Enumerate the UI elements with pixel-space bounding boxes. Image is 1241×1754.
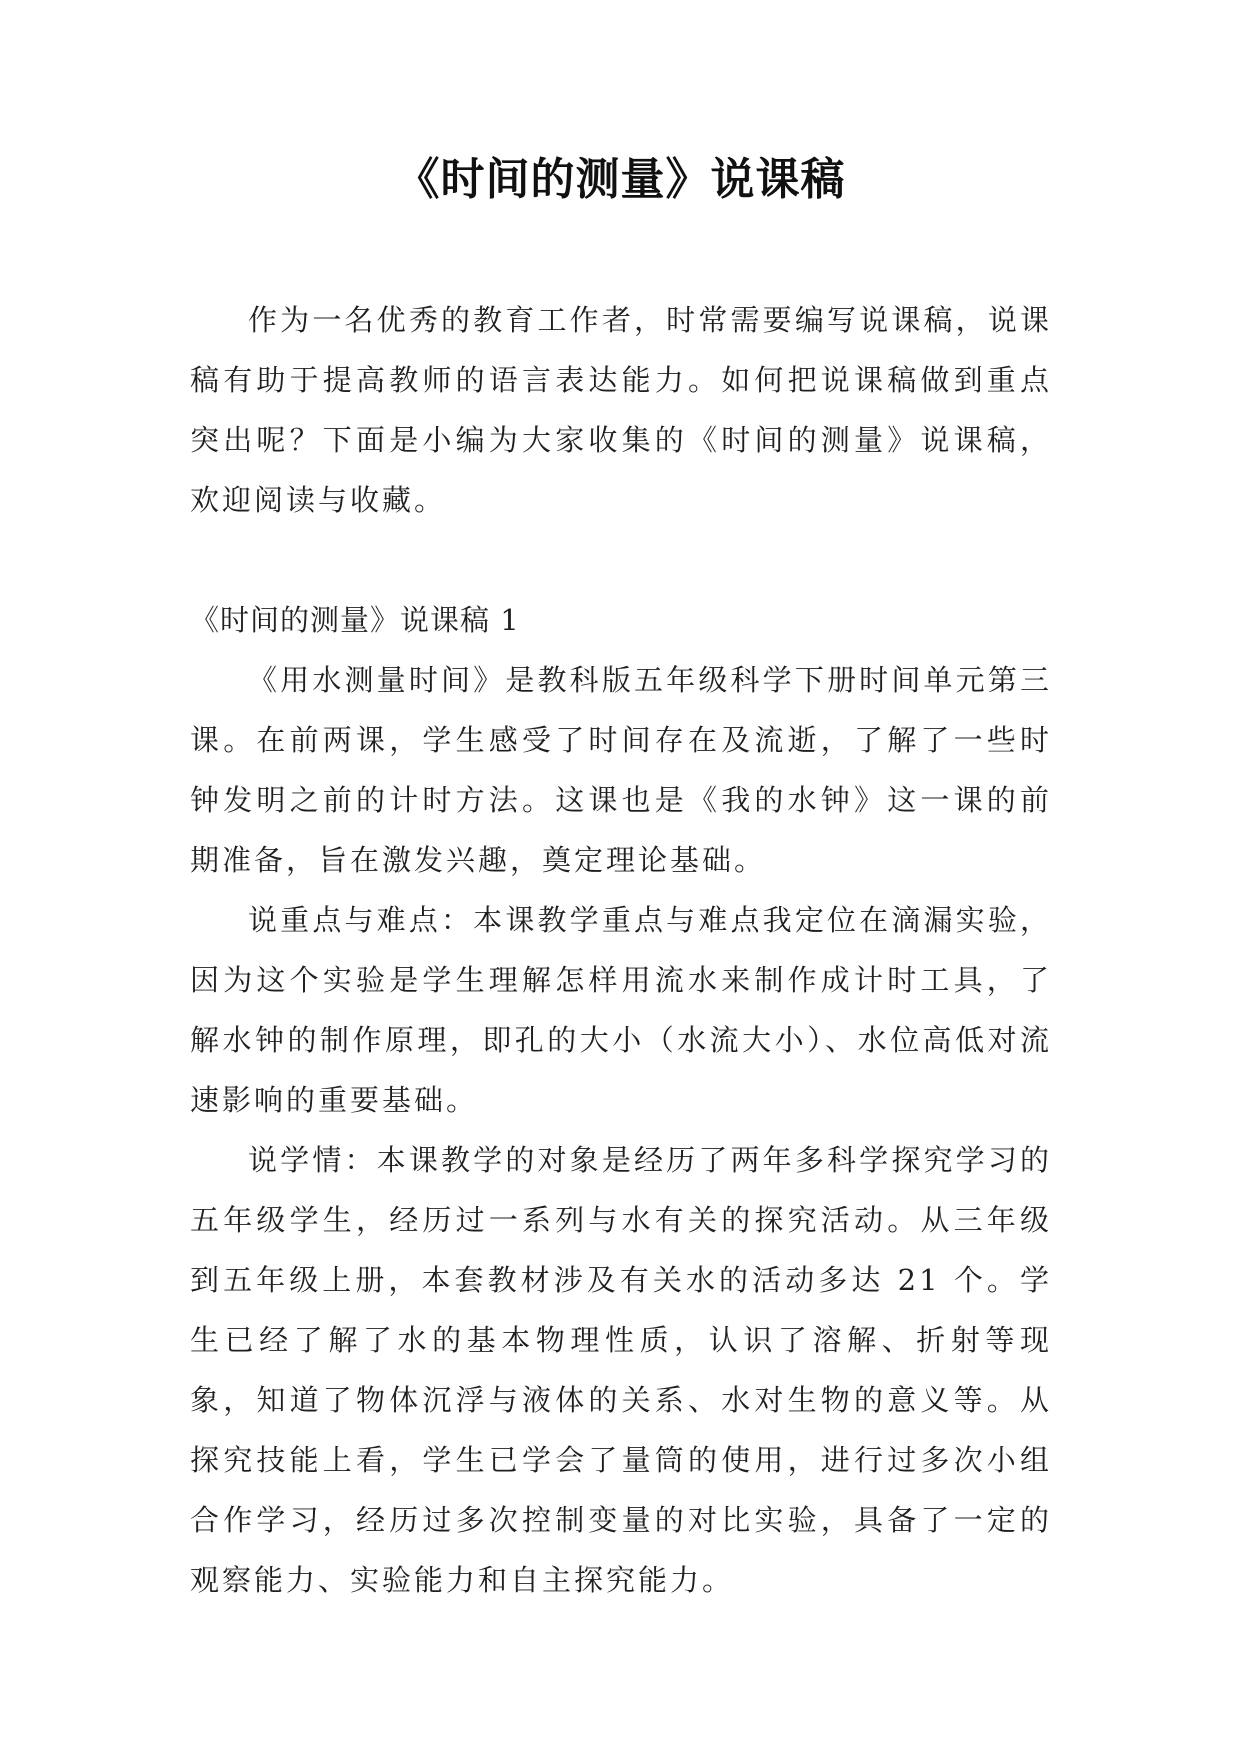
paragraph-lesson-overview: 《用水测量时间》是教科版五年级科学下册时间单元第三课。在前两课，学生感受了时间存在及流逝，了解了一些时钟发明之前的计时方法。这课也是《我的水钟》这一课的前期准备，旨在激发兴趣，奠定理论基础。 <box>190 663 1052 877</box>
section-heading: 《时间的测量》说课稿 1 <box>190 603 520 637</box>
document-body <box>190 290 1052 1610</box>
paragraph-student-analysis: 说学情：本课教学的对象是经历了两年多科学探究学习的五年级学生，经历过一系列与水有关的探究活动。从三年级到五年级上册，本套教材涉及有关水的活动多达 21 个。学生已经了解了水的基本物理性质，认识了溶解、折射等现象，知道了物体沉浮与液体的关系、水对生物的意义等。从探究技能上看，学生已学会了量筒的使用，进行过多次小组合作学习，经历过多次控制变量的对比实验，具备了一定的观察能力、实验能力和自主探究能力。 <box>190 1143 1052 1597</box>
paragraph-key-points: 说重点与难点：本课教学重点与难点我定位在滴漏实验，因为这个实验是学生理解怎样用流水来制作成计时工具，了解水钟的制作原理，即孔的大小（水流大小）、水位高低对流速影响的重要基础。 <box>190 903 1052 1117</box>
intro-paragraph: 作为一名优秀的教育工作者，时常需要编写说课稿，说课稿有助于提高教师的语言表达能力。如何把说课稿做到重点突出呢？下面是小编为大家收集的《时间的测量》说课稿，欢迎阅读与收藏。 <box>190 303 1052 517</box>
document-title: 《时间的测量》说课稿 <box>395 154 846 205</box>
